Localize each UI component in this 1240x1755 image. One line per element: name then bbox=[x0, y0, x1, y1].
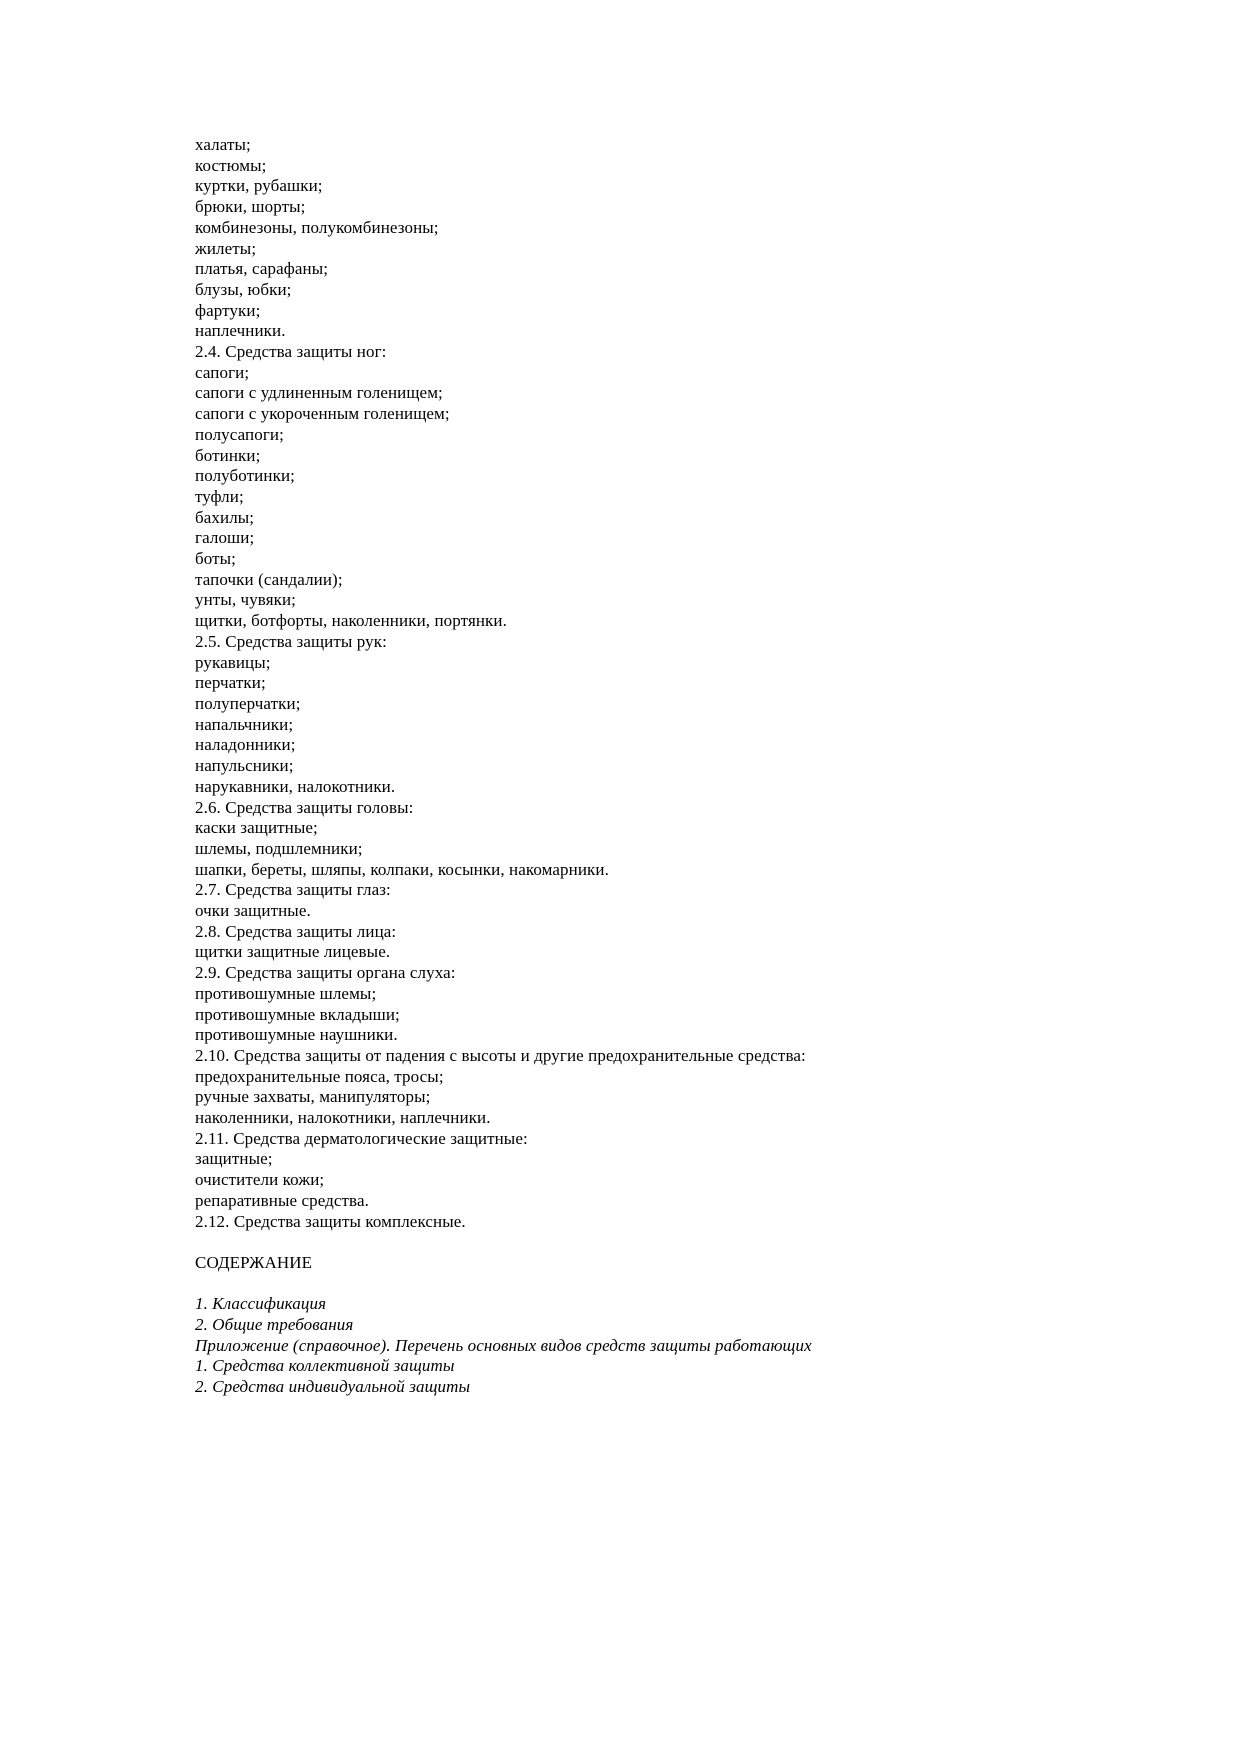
text-line: перчатки; bbox=[195, 673, 266, 693]
text-line: ручные захваты, манипуляторы; bbox=[195, 1087, 431, 1107]
text-line: блузы, юбки; bbox=[195, 279, 292, 299]
text-line: противошумные вкладыши; bbox=[195, 1004, 400, 1024]
text-line: халаты; bbox=[195, 135, 251, 154]
text-line: ботинки; bbox=[195, 445, 261, 465]
text-line: комбинезоны, полукомбинезоны; bbox=[195, 217, 439, 237]
text-line: фартуки; bbox=[195, 300, 261, 320]
text-line: 2.12. Средства защиты комплексные. bbox=[195, 1211, 466, 1231]
text-line: противошумные наушники. bbox=[195, 1025, 398, 1045]
text-line: жилеты; bbox=[195, 238, 257, 258]
text-line: шапки, береты, шляпы, колпаки, косынки, накомарники. bbox=[195, 859, 609, 879]
text-line: костюмы; bbox=[195, 155, 267, 175]
text-line: 2.9. Средства защиты органа слуха: bbox=[195, 963, 456, 983]
document-page bbox=[195, 135, 1105, 1398]
text-line: тапочки (сандалии); bbox=[195, 569, 343, 589]
text-line: брюки, шорты; bbox=[195, 197, 306, 217]
text-line: очки защитные. bbox=[195, 901, 311, 921]
text-line: боты; bbox=[195, 549, 236, 569]
text-line: СОДЕРЖАНИЕ bbox=[195, 1252, 313, 1272]
text-line: 2.5. Средства защиты рук: bbox=[195, 631, 387, 651]
text-line: куртки, рубашки; bbox=[195, 176, 323, 196]
text-line: щитки защитные лицевые. bbox=[195, 942, 391, 962]
text-line: 2.8. Средства защиты лица: bbox=[195, 921, 397, 941]
text-line: 2. Средства индивидуальной защиты bbox=[195, 1377, 471, 1397]
blank-line bbox=[195, 1232, 1105, 1253]
text-line: защитные; bbox=[195, 1149, 273, 1169]
text-line: сапоги; bbox=[195, 362, 250, 382]
text-line: напальчники; bbox=[195, 714, 294, 734]
text-line: 2.6. Средства защиты головы: bbox=[195, 797, 414, 817]
text-line: бахилы; bbox=[195, 507, 255, 527]
text-line: рукавицы; bbox=[195, 652, 271, 672]
text-line: наладонники; bbox=[195, 735, 296, 755]
text-line: щитки, ботфорты, наколенники, портянки. bbox=[195, 611, 507, 631]
text-line: очистители кожи; bbox=[195, 1170, 325, 1190]
text-line: наплечники. bbox=[195, 321, 286, 341]
text-line: предохранительные пояса, тросы; bbox=[195, 1066, 444, 1086]
text-line: репаративные средства. bbox=[195, 1190, 369, 1210]
text-line: 2. Общие требования bbox=[195, 1315, 354, 1335]
text-line: противошумные шлемы; bbox=[195, 983, 377, 1003]
text-line: каски защитные; bbox=[195, 818, 318, 838]
text-line: 2.10. Средства защиты от падения с высоты и другие предохранительные средства: bbox=[195, 1045, 806, 1065]
text-line: шлемы, подшлемники; bbox=[195, 838, 363, 858]
text-line: 2.4. Средства защиты ног: bbox=[195, 342, 387, 362]
text-line: туфли; bbox=[195, 486, 244, 506]
text-line: полуботинки; bbox=[195, 466, 295, 486]
text-line: унты, чувяки; bbox=[195, 590, 297, 610]
blank-line bbox=[195, 1274, 1105, 1295]
text-line: нарукавники, налокотники. bbox=[195, 776, 396, 796]
text-line: Приложение (справочное). Перечень основных видов средств защиты работающих bbox=[195, 1335, 812, 1355]
text-line: сапоги с удлиненным голенищем; bbox=[195, 383, 443, 403]
text-line: напульсники; bbox=[195, 756, 294, 776]
text-line: 2.11. Средства дерматологические защитные: bbox=[195, 1128, 528, 1148]
text-line: галоши; bbox=[195, 528, 255, 548]
document-body bbox=[195, 135, 1105, 1398]
text-line: полусапоги; bbox=[195, 424, 284, 444]
text-line: полуперчатки; bbox=[195, 693, 301, 713]
text-line: 2.7. Средства защиты глаз: bbox=[195, 880, 391, 900]
text-line: наколенники, налокотники, наплечники. bbox=[195, 1108, 491, 1128]
text-line: платья, сарафаны; bbox=[195, 259, 329, 279]
text-line: 1. Классификация bbox=[195, 1294, 327, 1314]
text-line: сапоги с укороченным голенищем; bbox=[195, 404, 450, 424]
text-line: 1. Средства коллективной защиты bbox=[195, 1356, 455, 1376]
